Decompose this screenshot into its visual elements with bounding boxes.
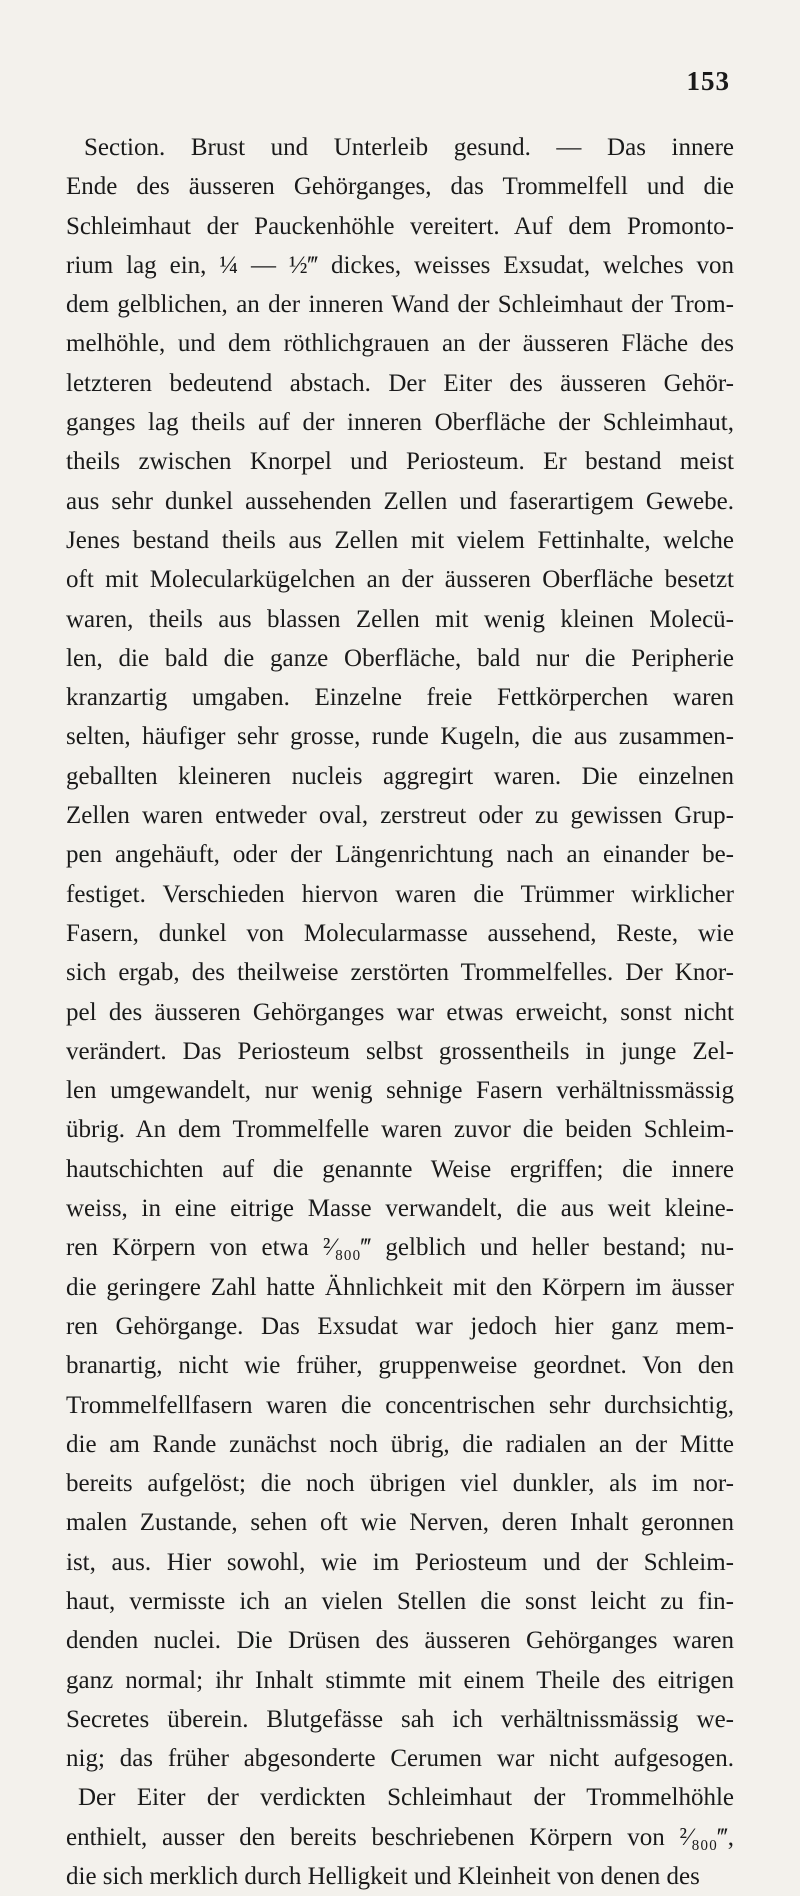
text-line: letzteren bedeutend abstach. Der Eiter des äusseren Gehör- <box>66 369 734 397</box>
text-line: len, die bald die ganze Oberfläche, bald nur die Peripherie <box>66 644 734 672</box>
text-line: kranzartig umgaben. Einzelne freie Fettkörperchen waren <box>66 684 734 712</box>
text-line: ren Körpern von etwa ²⁄₈₀₀‴ gelblich und heller bestand; nu- <box>66 1234 734 1262</box>
text-line: Trommelfellfasern waren die concentrischen sehr durchsichtig, <box>66 1391 734 1419</box>
body-text <box>66 128 734 1896</box>
text-line: Zellen waren entweder oval, zerstreut oder zu gewissen Grup- <box>66 802 734 830</box>
text-line: bereits aufgelöst; die noch übrigen viel dunkler, als im nor- <box>66 1470 734 1498</box>
text-line: selten, häufiger sehr grosse, runde Kugeln, die aus zusammen- <box>66 723 734 751</box>
text-line: dem gelblichen, an der inneren Wand der Schleimhaut der Trom- <box>66 291 734 319</box>
text-line: rium lag ein, ¼ — ½‴ dickes, weisses Exsudat, welches von <box>66 251 734 279</box>
text-line: aus sehr dunkel aussehenden Zellen und faserartigem Gewebe. <box>66 487 734 515</box>
text-line: Section. Brust und Unterleib gesund. — Das innere <box>84 134 734 161</box>
text-line: len umgewandelt, nur wenig sehnige Fasern verhältnissmässig <box>66 1077 734 1105</box>
text-line: ren Gehörgange. Das Exsudat war jedoch hier ganz mem- <box>66 1312 734 1340</box>
text-line: Ende des äusseren Gehörganges, das Trommelfell und die <box>66 173 734 201</box>
text-line: die am Rande zunächst noch übrig, die radialen an der Mitte <box>66 1430 734 1458</box>
text-line: waren, theils aus blassen Zellen mit wenig kleinen Molecü- <box>66 605 734 633</box>
text-line: Der Eiter der verdickten Schleimhaut der Trommelhöhle <box>78 1784 734 1812</box>
text-line: weiss, in eine eitrige Masse verwandelt, die aus weit kleine- <box>66 1195 734 1223</box>
text-line: sich ergab, des theilweise zerstörten Trommelfelles. Der Knor- <box>66 959 734 987</box>
text-line: Jenes bestand theils aus Zellen mit vielem Fettinhalte, welche <box>66 526 734 554</box>
text-line: melhöhle, und dem röthlichgrauen an der äusseren Fläche des <box>66 330 734 358</box>
text-line: pel des äusseren Gehörganges war etwas erweicht, sonst nicht <box>66 998 734 1026</box>
text-line: die geringere Zahl hatte Ähnlichkeit mit den Körpern im äusser <box>66 1273 734 1301</box>
text-line: übrig. An dem Trommelfelle waren zuvor die beiden Schleim- <box>66 1116 734 1144</box>
text-line: hautschichten auf die genannte Weise ergriffen; die innere <box>66 1155 734 1183</box>
text-line: malen Zustande, sehen oft wie Nerven, deren Inhalt geronnen <box>66 1509 734 1537</box>
text-line: pen angehäuft, oder der Längenrichtung nach an einander be- <box>66 841 734 869</box>
text-line: nig; das früher abgesonderte Cerumen war nicht aufgesogen. <box>66 1745 734 1773</box>
text-line: die sich merklich durch Helligkeit und Kleinheit von denen des <box>66 1863 700 1891</box>
text-line: denden nuclei. Die Drüsen des äusseren Gehörganges waren <box>66 1627 734 1655</box>
text-line: Secretes überein. Blutgefässe sah ich verhältnissmässig we- <box>66 1705 734 1733</box>
text-line: ist, aus. Hier sowohl, wie im Periosteum und der Schleim- <box>66 1548 734 1576</box>
text-line: verändert. Das Periosteum selbst grossentheils in junge Zel- <box>66 1037 734 1065</box>
text-line: ganz normal; ihr Inhalt stimmte mit einem Theile des eitrigen <box>66 1666 734 1694</box>
text-line: haut, vermisste ich an vielen Stellen die sonst leicht zu fin- <box>66 1587 734 1615</box>
text-line: theils zwischen Knorpel und Periosteum. Er bestand meist <box>66 448 734 476</box>
text-line: festiget. Verschieden hiervon waren die Trümmer wirklicher <box>66 880 734 908</box>
text-line: geballten kleineren nucleis aggregirt waren. Die einzelnen <box>66 762 734 790</box>
text-line: enthielt, ausser den bereits beschriebenen Körpern von ²⁄₈₀₀‴, <box>66 1823 734 1851</box>
text-line: ganges lag theils auf der inneren Oberfläche der Schleimhaut, <box>66 409 734 437</box>
text-line: oft mit Molecularkügelchen an der äusseren Oberfläche besetzt <box>66 566 734 594</box>
text-line: Fasern, dunkel von Molecularmasse aussehend, Reste, wie <box>66 919 734 947</box>
text-line: branartig, nicht wie früher, gruppenweise geordnet. Von den <box>66 1352 734 1380</box>
page-number: 153 <box>686 66 730 96</box>
text-line: Schleimhaut der Pauckenhöhle vereitert. Auf dem Promonto- <box>66 212 734 240</box>
